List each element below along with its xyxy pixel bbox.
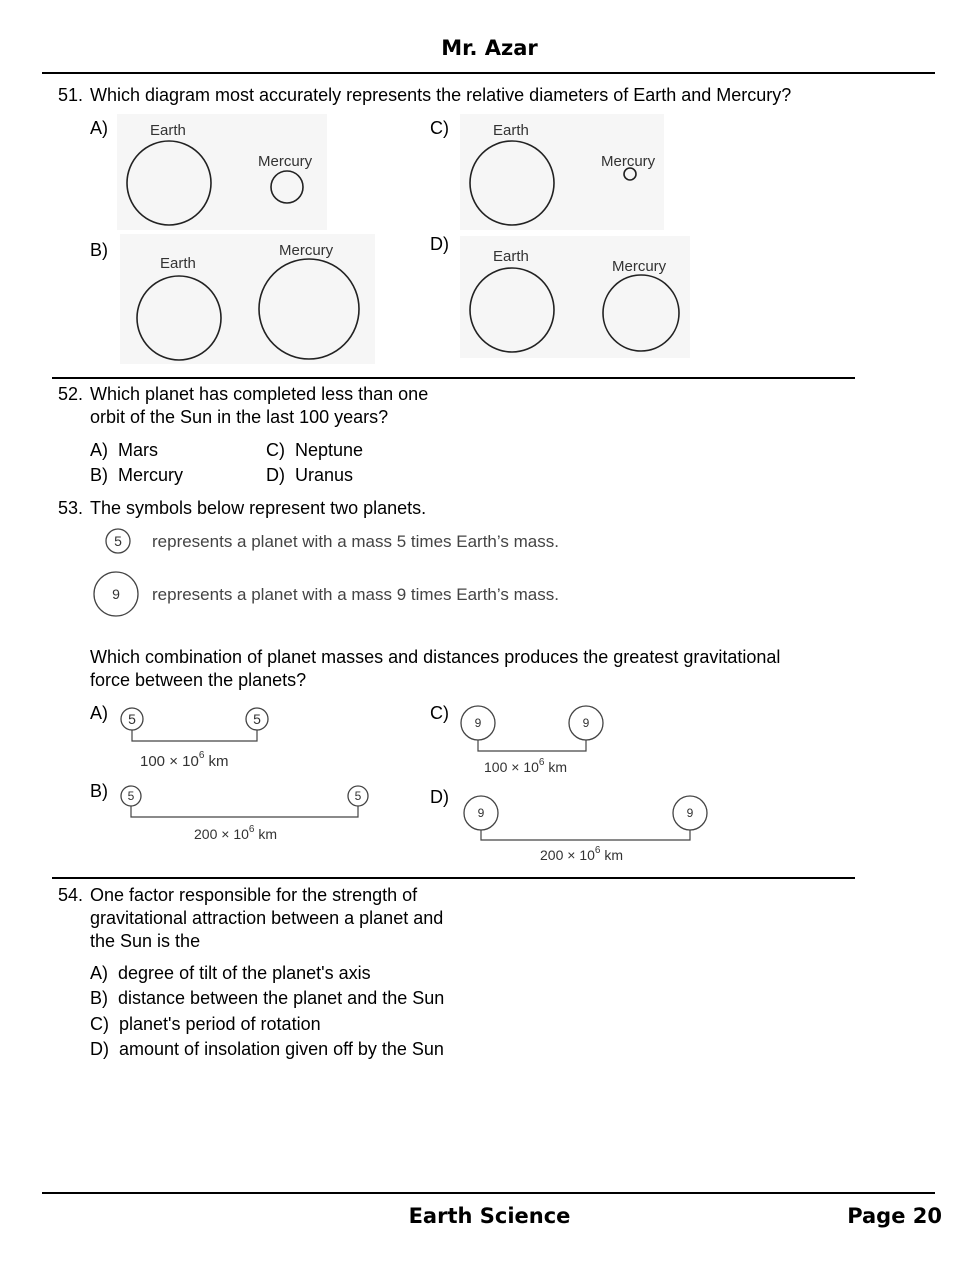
legend-row-9 [94, 572, 559, 616]
q51-diagram-b [120, 234, 375, 364]
choice-letter: C) [90, 1014, 109, 1034]
q53-question-line2: force between the planets? [90, 670, 307, 690]
choice-text: degree of tilt of the planet's axis [118, 963, 371, 983]
footer-rule [42, 1192, 935, 1194]
q53-choice-b-letter[interactable]: B) [90, 781, 108, 801]
planet-right-label: 5 [354, 789, 362, 803]
q51-figure-b[interactable] [120, 234, 375, 364]
page-header-title: Mr. Azar [441, 36, 538, 60]
planet-right-label: 5 [253, 711, 261, 727]
q52-line2: orbit of the Sun in the last 100 years? [90, 407, 389, 427]
q52-line1: Which planet has completed less than one [90, 384, 429, 404]
q51-choice-b-letter[interactable]: B) [90, 240, 108, 260]
q51-diagram-d [460, 236, 690, 358]
q54-choice-d[interactable] [90, 1039, 444, 1060]
q51-choice-c-letter[interactable]: C) [430, 118, 449, 138]
distance-bracket [132, 730, 257, 741]
distance-label: $200 \times 10^6$ km [540, 845, 624, 863]
choice-letter: C) [266, 440, 285, 460]
planet-right-label: 9 [582, 716, 590, 730]
earth-circle [470, 268, 554, 352]
q51-diagram-a [117, 114, 327, 230]
q53-legend [88, 522, 648, 622]
q51-choice-a-letter[interactable]: A) [90, 118, 108, 138]
choice-letter: D) [266, 465, 285, 485]
planet-left-label: 5 [128, 711, 136, 727]
q53-choice-c-letter[interactable]: C) [430, 703, 449, 723]
planet-left-label: 5 [127, 789, 135, 803]
q54-line1: One factor responsible for the strength of [90, 885, 418, 905]
q53-choice-a-letter[interactable]: A) [90, 703, 108, 723]
planet-left-label: 9 [474, 716, 482, 730]
q53-diagram-b[interactable] [115, 784, 375, 844]
earth-label: Earth [160, 255, 196, 272]
q54-choice-c[interactable] [90, 1014, 321, 1035]
choice-text: distance between the planet and the Sun [118, 988, 445, 1008]
q54-line3: the Sun is the [90, 931, 201, 951]
q51-figure-d[interactable] [460, 236, 690, 358]
q52-number: 52. [58, 384, 84, 404]
q54-line2: gravitational attraction between a planet and [90, 908, 444, 928]
q52-choice-a[interactable] [90, 440, 158, 461]
earth-circle [127, 141, 211, 225]
choice-letter: D) [90, 1039, 109, 1059]
earth-label: Earth [150, 122, 186, 139]
earth-label: Earth [493, 248, 529, 265]
planet-left-label: 9 [477, 806, 485, 820]
choice-letter: A) [90, 963, 108, 983]
earth-circle [470, 141, 554, 225]
legend-text-5: represents a planet with a mass 5 times Earth’s mass. [152, 532, 559, 551]
mercury-circle [259, 259, 359, 359]
planet-5-label: 5 [114, 533, 122, 549]
q52-choice-d[interactable] [266, 465, 353, 486]
q51-text: Which diagram most accurately represents the relative diameters of Earth and Mercury? [90, 85, 792, 105]
q51-choice-d-letter[interactable]: D) [430, 234, 449, 254]
mercury-label: Mercury [612, 258, 667, 275]
q53-diagram-c[interactable] [458, 702, 618, 782]
choice-letter: B) [90, 465, 108, 485]
q51-diagram-c [460, 114, 664, 230]
distance-bracket [478, 740, 586, 751]
footer-subject: Earth Science [408, 1204, 571, 1228]
q53-number: 53. [58, 498, 84, 518]
q53-intro: The symbols below represent two planets. [90, 498, 427, 518]
earth-label: Earth [493, 122, 529, 139]
q54-choice-b[interactable] [90, 988, 444, 1009]
choice-text: amount of insolation given off by the Sun [119, 1039, 444, 1059]
mercury-circle [271, 171, 303, 203]
choice-text: Uranus [295, 465, 354, 485]
q53-diagram-a[interactable] [115, 704, 285, 774]
planet-9-label: 9 [112, 586, 120, 602]
choice-text: planet's period of rotation [119, 1014, 321, 1034]
footer-page-number: Page 20 [847, 1204, 942, 1228]
choice-letter: A) [90, 440, 108, 460]
distance-label: $100 \times 10^6$ km [140, 750, 229, 770]
distance-label: $100 \times 10^6$ km [484, 757, 568, 775]
q53-question-line1: Which combination of planet masses and distances produces the greatest gravitational [90, 647, 781, 667]
q52-choice-c[interactable] [266, 440, 363, 461]
mercury-label: Mercury [258, 153, 313, 170]
choice-letter: B) [90, 988, 108, 1008]
legend-row-5 [106, 529, 559, 553]
mercury-label: Mercury [279, 242, 334, 259]
distance-bracket [481, 830, 690, 840]
q54-choice-a[interactable] [90, 963, 371, 984]
choice-text: Mercury [118, 465, 184, 485]
mercury-circle [603, 275, 679, 351]
q52-choice-b[interactable] [90, 465, 183, 486]
earth-circle [137, 276, 221, 360]
mercury-label: Mercury [601, 153, 656, 170]
planet-right-label: 9 [686, 806, 694, 820]
choice-text: Neptune [295, 440, 364, 460]
q51-figure-a[interactable] [117, 114, 327, 230]
q53-diagram-d[interactable] [460, 794, 720, 866]
distance-label: $200 \times 10^6$ km [194, 824, 278, 842]
distance-bracket [131, 806, 358, 817]
q51-divider [52, 377, 855, 379]
header-rule [42, 72, 935, 74]
q53-divider [52, 877, 855, 879]
q53-choice-d-letter[interactable]: D) [430, 787, 449, 807]
q54-number: 54. [58, 885, 84, 905]
choice-text: Mars [118, 440, 159, 460]
q51-figure-c[interactable] [460, 114, 664, 230]
legend-text-9: represents a planet with a mass 9 times Earth’s mass. [152, 585, 559, 604]
q51-number: 51. [58, 85, 84, 105]
